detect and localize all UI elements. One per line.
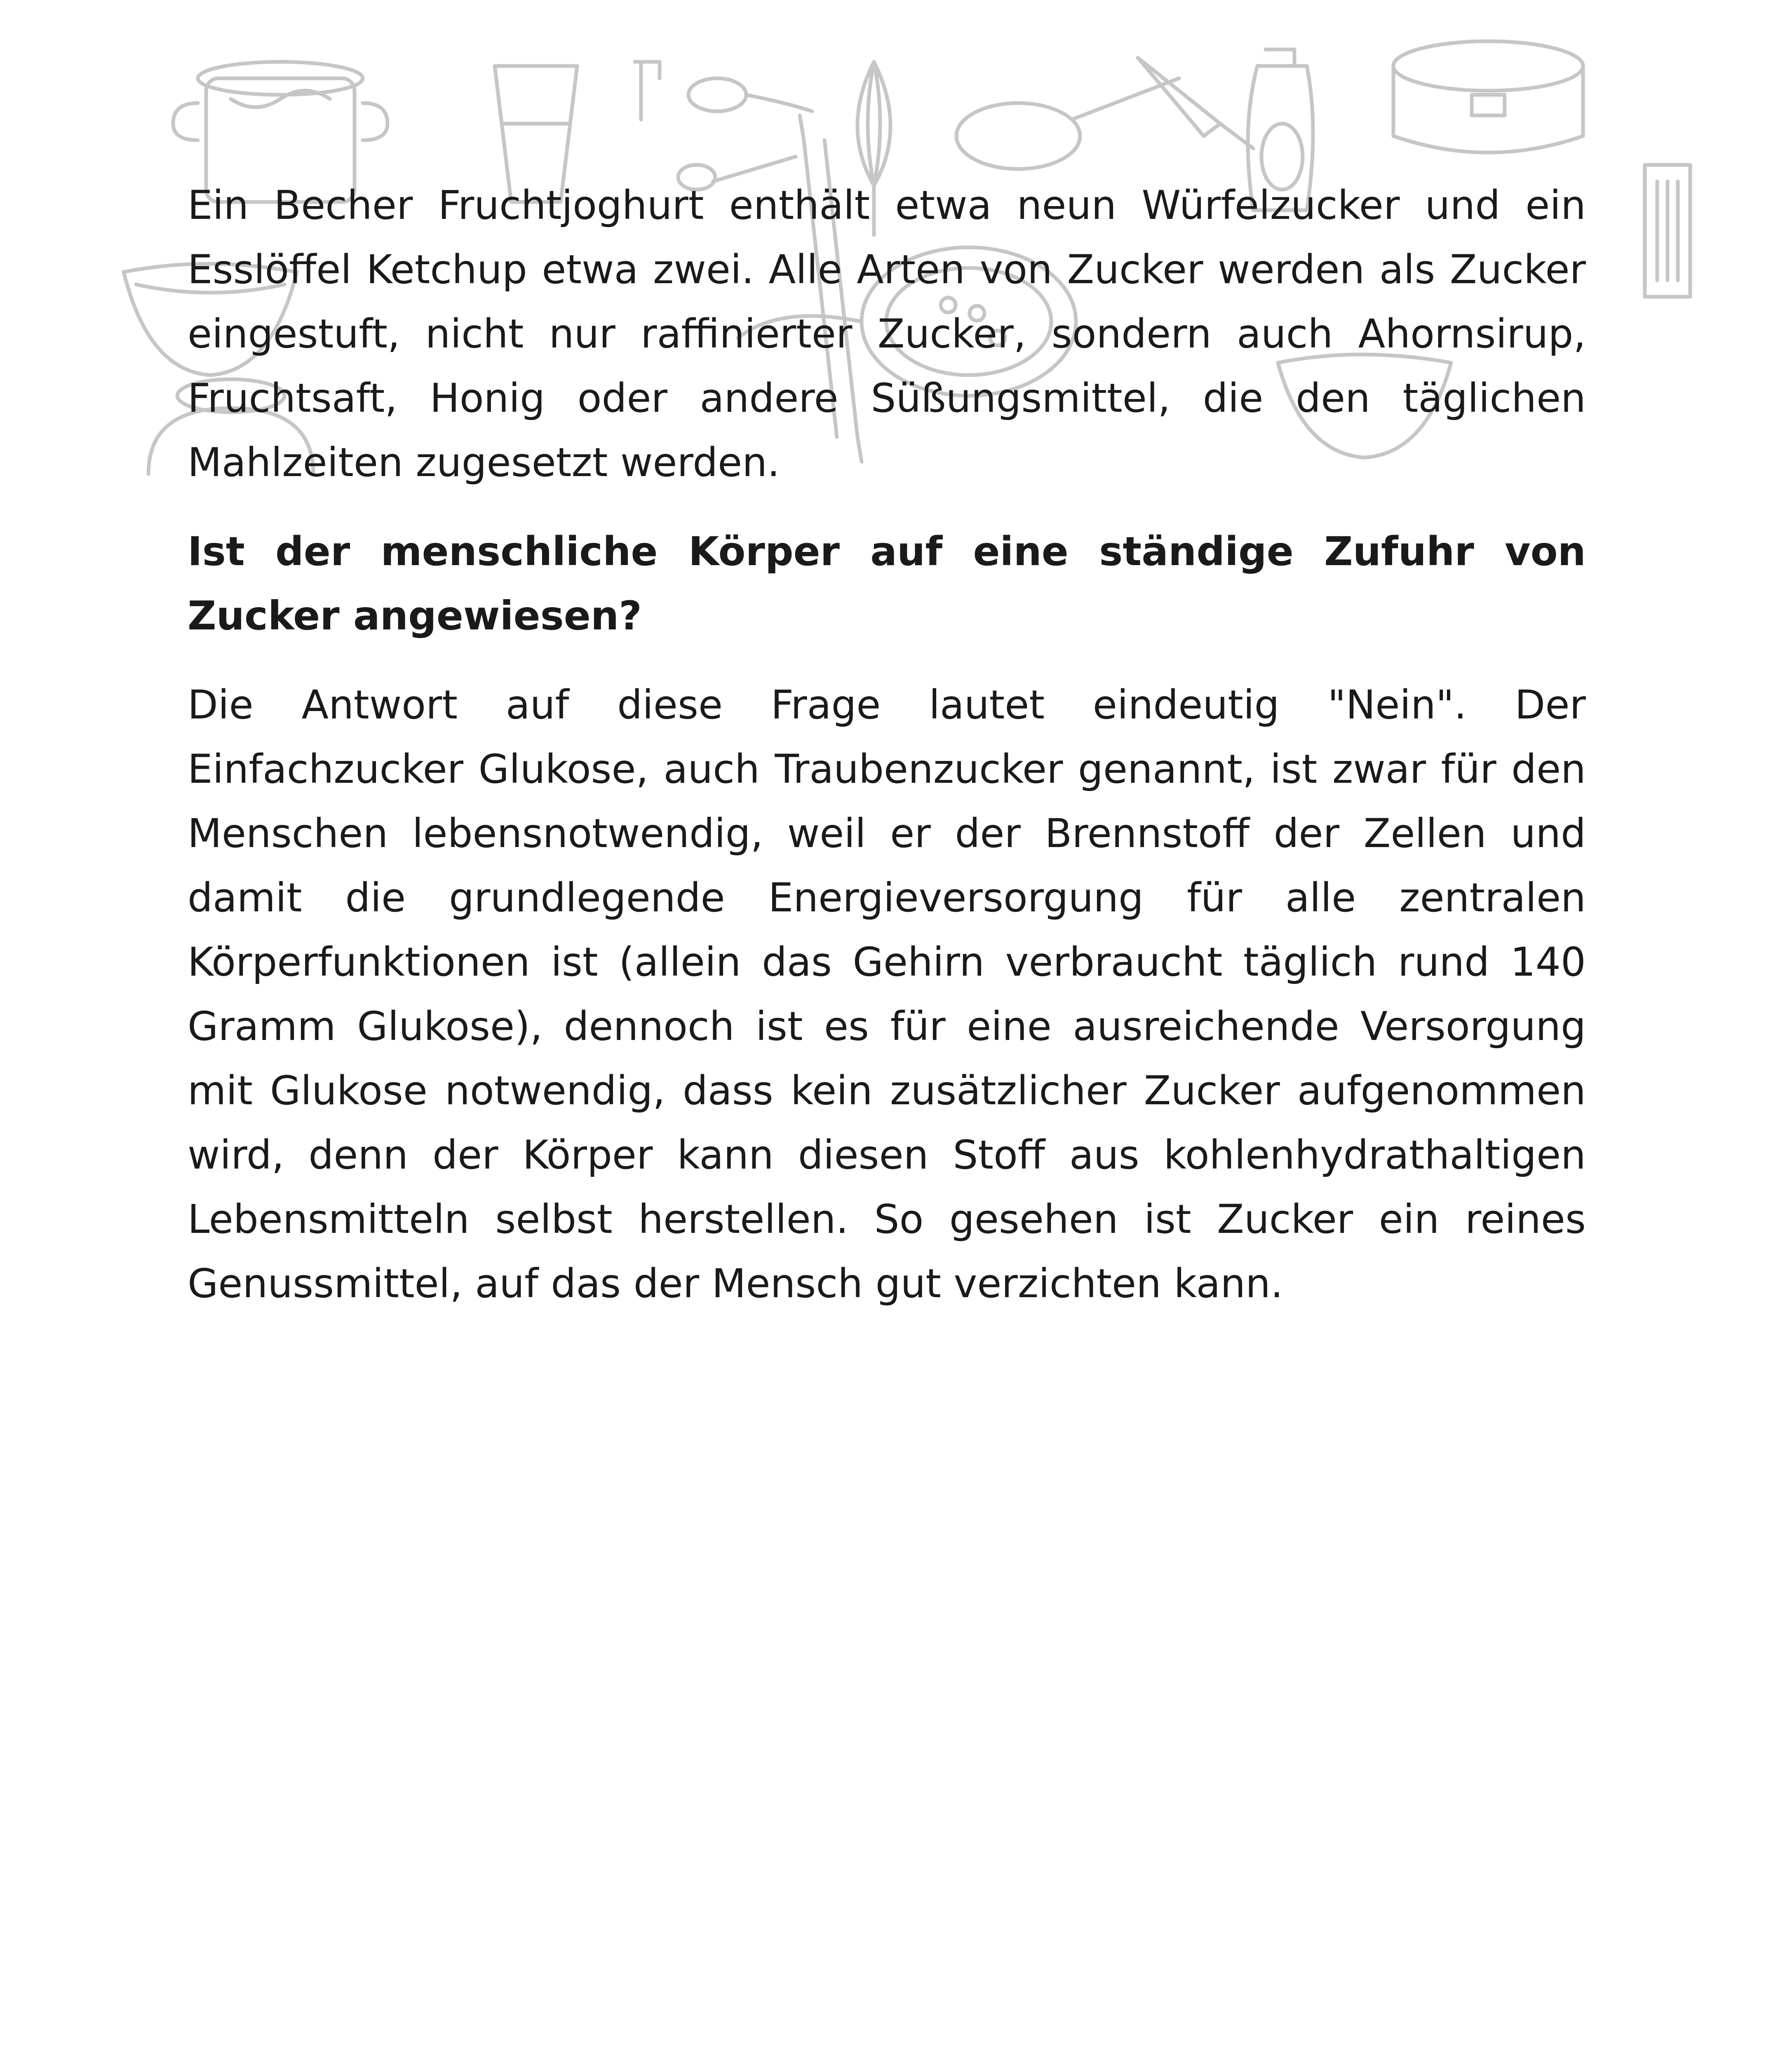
ladle-icon — [635, 62, 812, 120]
baking-tin-icon — [1393, 41, 1583, 153]
page-content — [188, 173, 1586, 1316]
grater-icon — [1645, 165, 1690, 297]
section-heading: Ist der menschliche Körper auf eine ständige Zufuhr von Zucker angewiesen? — [188, 528, 1586, 639]
paragraph-answer: Die Antwort auf diese Frage lautet eindeutig "Nein". Der Einfachzucker Glukose, auch Traubenzucker genannt, ist zwar für den Menschen lebensnotwendig, weil er der Brennstoff der Zellen und damit die grundlegende Energieversorgung für alle zentralen Körperfunktionen ist (allein das Gehirn verbraucht täglich rund 140 Gramm Glukose), dennoch ist es für eine ausreichende Versorgung mit Glukose notwendig, dass kein zusätzlicher Zucker aufgenommen wird, denn der Körper kann diesen Stoff aus kohlenhydrathaltigen Lebensmitteln selbst herstellen. So gesehen ist Zucker ein reines Genussmittel, auf das der Mensch gut verzichten kann. — [188, 682, 1586, 1307]
frying-pan-icon — [956, 78, 1179, 169]
knife-icon — [1138, 58, 1253, 148]
paragraph-intro: Ein Becher Fruchtjoghurt enthält etwa neun Würfelzucker und ein Esslöffel Ketchup etwa zwei. Alle Arten von Zucker werden als Zucker eingestuft, nicht nur raffinierter Zucker, sondern auch Ahornsirup, Fruchtsaft, Honig oder andere Süßungsmittel, die den täglichen Mahlzeiten zugesetzt werden. — [188, 182, 1586, 486]
